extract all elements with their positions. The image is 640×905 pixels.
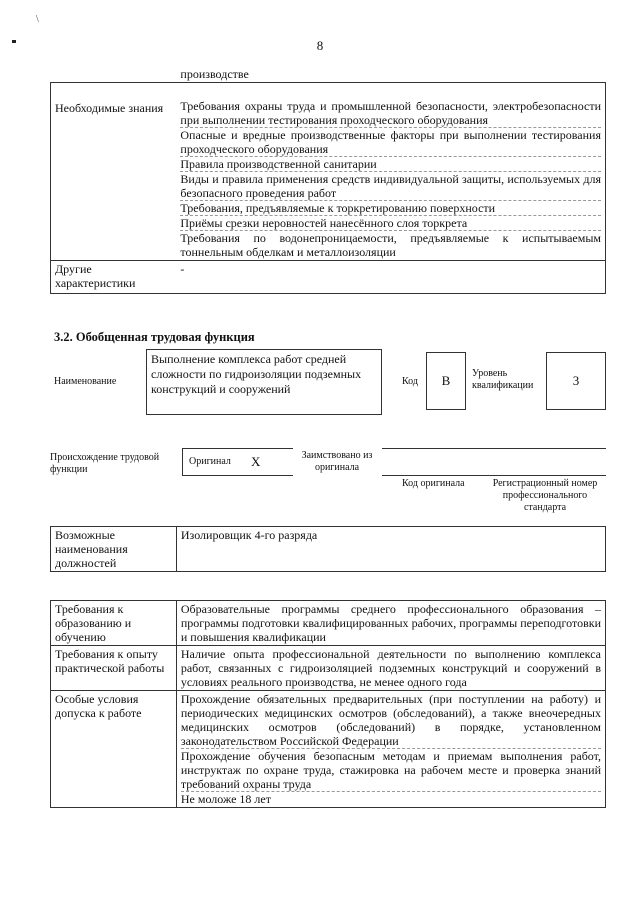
level-box (546, 352, 606, 410)
knowledge-items (176, 83, 605, 261)
level-value: 3 (572, 373, 580, 388)
knowledge-item: Требования, предъявляемые к торкретированию поверхности (180, 201, 601, 216)
knowledge-item: Виды и правила применения средств индивидуальной защиты, используемых для безопасного проведения работ (180, 172, 601, 200)
knowledge-table (50, 66, 606, 294)
section-title: 3.2. Обобщенная трудовая функция (54, 330, 255, 344)
original-label: Оригинал (189, 456, 231, 467)
knowledge-item: Приёмы срезки неровностей нанесённого слоя торкрета (180, 216, 601, 231)
education-label: Требования к образованию и обучению (51, 601, 177, 646)
knowledge-label: Необходимые знания (51, 83, 177, 261)
knowledge-item: Требования охраны труда и промышленной безопасности, электробезопасности при выполнении тестирования проходческого оборудования (180, 99, 601, 127)
experience-label: Требования к опыту практической работы (51, 646, 177, 691)
requirements-table (50, 600, 606, 808)
code-label: Код (402, 376, 418, 387)
positions-label: Возможные наименования должностей (51, 527, 177, 572)
admission-item: Прохождение обучения безопасным методам и приемам выполнения работ, инструктаж по охране труда, стажировка на рабочем месте и проверка знаний требований охраны труда (180, 749, 601, 791)
knowledge-item: Опасные и вредные производственные факторы при выполнении тестирования проходческого оборудования (180, 128, 601, 156)
knowledge-item: Требования по водонепроницаемости, предъявляемые к испытываемым тоннельным обделкам и металлоизоляции (180, 231, 601, 259)
scan-mark: \ (36, 14, 39, 25)
function-name-box (146, 349, 382, 415)
level-label: Уровень квалификации (472, 368, 534, 391)
other-characteristics-value: - (176, 261, 605, 294)
name-label: Наименование (54, 376, 117, 387)
education-value: Образовательные программы среднего профессионального образования – программы подготовки квалифицированных рабочих, программы переподготовки и повышения квалификации (176, 601, 605, 646)
admission-item: Не моложе 18 лет (180, 792, 271, 806)
continuation-text: производстве (176, 66, 605, 83)
origin-box (182, 448, 293, 476)
experience-value: Наличие опыта профессиональной деятельности по выполнению комплекса работ, связанных с гидроизоляцией подземных конструкций и сооружений в условиях реального производства, не менее одного года (176, 646, 605, 691)
origin-code-cells (382, 448, 606, 476)
borrowed-label: Заимствовано из оригинала (301, 450, 373, 473)
other-characteristics-label: Другие характеристики (51, 261, 177, 294)
page-number: 8 (316, 38, 324, 53)
origin-label: Происхождение трудовой функции (50, 452, 160, 475)
function-name-value: Выполнение комплекса работ средней сложности по гидроизоляции подземных конструкций и сооружений (151, 352, 362, 396)
code-box (426, 352, 466, 410)
original-mark: X (251, 454, 261, 469)
admission-item: Прохождение обязательных предварительных (при поступлении на работу) и периодических медицинских осмотров (обследований), а также внеочередных медицинских осмотров (обследований) в порядке, установленном законодательством Российской Федерации (180, 692, 601, 748)
code-original-label: Код оригинала (402, 478, 465, 489)
reg-number-label: Регистрационный номер профессионального стандарта (492, 478, 598, 513)
admission-items (176, 691, 605, 808)
positions-value: Изолировщик 4-го разряда (176, 527, 605, 572)
code-value: В (441, 373, 451, 388)
positions-table (50, 526, 606, 572)
knowledge-item: Правила производственной санитарии (180, 157, 601, 172)
admission-label: Особые условия допуска к работе (51, 691, 177, 808)
